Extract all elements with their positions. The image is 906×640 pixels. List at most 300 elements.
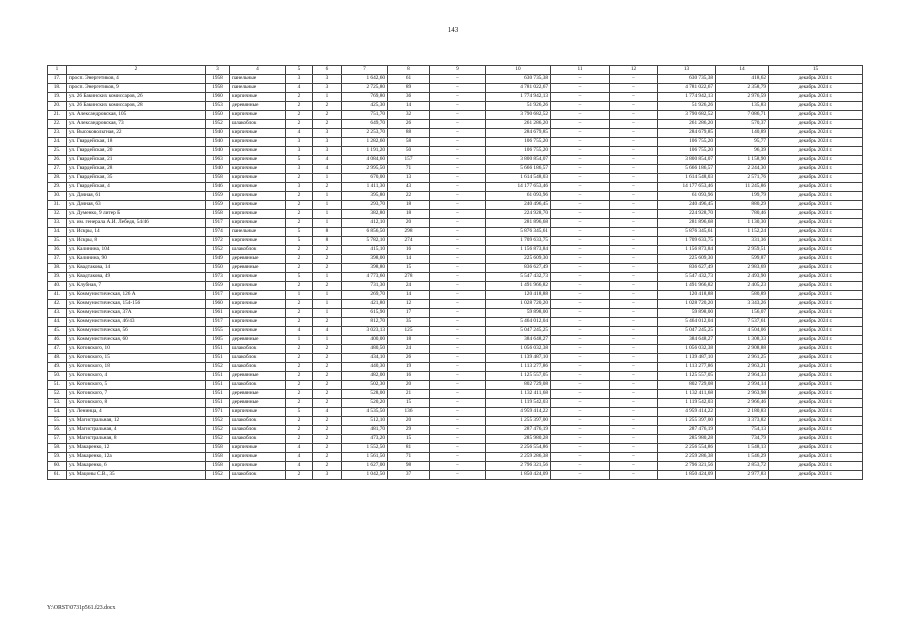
table-cell: 4 959 414,22 xyxy=(486,408,551,417)
table-cell: 331,36 xyxy=(716,237,769,246)
table-cell: декабрь 2024 г. xyxy=(769,75,863,84)
table-cell: 58. xyxy=(48,444,67,453)
table-cell: декабрь 2024 г. xyxy=(769,426,863,435)
table-cell: ул. Гвардейская, 4 xyxy=(67,183,206,192)
table-cell: 1953 xyxy=(206,102,230,111)
table-cell: 1952 xyxy=(206,120,230,129)
table-cell: 24 xyxy=(388,345,430,354)
table-cell: – xyxy=(551,75,610,84)
table-row xyxy=(48,93,863,102)
table-cell: 53. xyxy=(48,399,67,408)
table-cell: кирпичные xyxy=(230,444,286,453)
table-cell: 2 796 321,56 xyxy=(486,462,551,471)
table-cell: ул. Гвардейская, 21 xyxy=(67,156,206,165)
table-cell: – xyxy=(430,228,486,237)
table-cell: 415,10 xyxy=(342,246,388,255)
table-cell: 1973 xyxy=(206,273,230,282)
table-cell: 106 755,20 xyxy=(658,138,716,147)
table-cell: 2 xyxy=(286,300,313,309)
table-cell: – xyxy=(551,462,610,471)
table-cell: 18 xyxy=(388,336,430,345)
table-cell: 3 xyxy=(313,471,342,480)
table-cell: 240 496,45 xyxy=(658,201,716,210)
table-cell: декабрь 2024 г. xyxy=(769,210,863,219)
table-cell: 1 xyxy=(313,219,342,228)
table-cell: – xyxy=(430,426,486,435)
table-cell: 1 132 411,68 xyxy=(658,390,716,399)
table-cell: 400,00 xyxy=(342,336,388,345)
table-row xyxy=(48,156,863,165)
table-cell: декабрь 2024 г. xyxy=(769,246,863,255)
table-cell: деревянные xyxy=(230,264,286,273)
table-cell: 5 047 245,25 xyxy=(486,327,551,336)
table-cell: 2 xyxy=(313,399,342,408)
table-cell: 40. xyxy=(48,282,67,291)
table-cell: 4 xyxy=(286,327,313,336)
table-cell: шлакоблок xyxy=(230,354,286,363)
table-cell: ул. Высоковольтная, 22 xyxy=(67,129,206,138)
table-cell: 440,30 xyxy=(342,363,388,372)
table-cell: – xyxy=(430,336,486,345)
table-cell: 1 491 966,82 xyxy=(658,282,716,291)
table-cell: 836 627,49 xyxy=(658,264,716,273)
table-cell: 5 xyxy=(286,408,313,417)
table-cell: панельные xyxy=(230,228,286,237)
table-cell: деревянные xyxy=(230,390,286,399)
table-row xyxy=(48,318,863,327)
table-cell: ул. Калинина, 104 xyxy=(67,246,206,255)
table-cell: 25. xyxy=(48,147,67,156)
table-cell: 35 xyxy=(388,318,430,327)
table-cell: ул. им. генерала А.И. Лебедя, 54/46 xyxy=(67,219,206,228)
table-cell: 29. xyxy=(48,183,67,192)
table-cell: декабрь 2024 г. xyxy=(769,228,863,237)
table-cell: 2 xyxy=(286,102,313,111)
table-cell: 20 xyxy=(388,417,430,426)
table-cell: 2 xyxy=(313,246,342,255)
table-cell: 47. xyxy=(48,345,67,354)
table-cell: 1 125 557,05 xyxy=(658,372,716,381)
table-cell: 17 xyxy=(388,309,430,318)
table-cell: 57. xyxy=(48,435,67,444)
table-cell: 71 xyxy=(388,165,430,174)
table-cell: 2 959,51 xyxy=(716,246,769,255)
table-cell: – xyxy=(430,210,486,219)
table-cell: 98 xyxy=(388,462,430,471)
table-cell: ул. Квадтакова, 49 xyxy=(67,273,206,282)
table-cell: 1 028 720,20 xyxy=(486,300,551,309)
table-cell: – xyxy=(551,327,610,336)
table-cell: 1 119 542,03 xyxy=(486,399,551,408)
table-cell: 1 491 966,82 xyxy=(486,282,551,291)
table-cell: кирпичные xyxy=(230,327,286,336)
table-cell: ул. Котовского, 10 xyxy=(67,345,206,354)
table-cell: 1958 xyxy=(206,84,230,93)
table-cell: декабрь 2024 г. xyxy=(769,345,863,354)
table-cell: 4 535,50 xyxy=(342,408,388,417)
table-cell: 398,80 xyxy=(342,264,388,273)
table-cell: декабрь 2024 г. xyxy=(769,84,863,93)
table-cell: 36. xyxy=(48,246,67,255)
table-cell: – xyxy=(610,264,658,273)
table-cell: – xyxy=(551,111,610,120)
table-cell: – xyxy=(610,327,658,336)
table-cell: 106 755,20 xyxy=(486,138,551,147)
table-row xyxy=(48,201,863,210)
table-cell: – xyxy=(610,228,658,237)
table-cell: 1 308,33 xyxy=(716,336,769,345)
table-row xyxy=(48,273,863,282)
table-cell: 2 xyxy=(286,282,313,291)
table-cell: 1940 xyxy=(206,138,230,147)
table-cell: декабрь 2024 г. xyxy=(769,435,863,444)
table-cell: 16 xyxy=(388,372,430,381)
table-cell: – xyxy=(551,363,610,372)
table-cell: 56. xyxy=(48,426,67,435)
table-cell: – xyxy=(610,84,658,93)
table-cell: 140,89 xyxy=(716,129,769,138)
table-cell: 1 561,50 xyxy=(342,453,388,462)
table-cell: ул. Макаренко, 12а xyxy=(67,453,206,462)
table-cell: 52. xyxy=(48,390,67,399)
table-cell: кирпичные xyxy=(230,291,286,300)
table-cell: декабрь 2024 г. xyxy=(769,462,863,471)
table-cell: – xyxy=(430,102,486,111)
table-cell: – xyxy=(430,93,486,102)
table-cell: 19. xyxy=(48,93,67,102)
table-cell: 3 373,82 xyxy=(716,417,769,426)
table-cell: кирпичные xyxy=(230,300,286,309)
table-cell: – xyxy=(551,336,610,345)
table-cell: – xyxy=(551,309,610,318)
table-cell: кирпичные xyxy=(230,453,286,462)
table-cell: 2 xyxy=(286,111,313,120)
table-cell: 1 xyxy=(286,336,313,345)
table-cell: 4 xyxy=(286,444,313,453)
table-cell: 58 xyxy=(388,138,430,147)
table-cell: – xyxy=(430,174,486,183)
table-cell: – xyxy=(551,408,610,417)
table-cell: 1 548,13 xyxy=(716,444,769,453)
table-cell: ул. Гвардейская, 28 xyxy=(67,165,206,174)
table-row xyxy=(48,246,863,255)
table-cell: ул. Котовского, 15 xyxy=(67,354,206,363)
table-cell: 96,39 xyxy=(716,147,769,156)
table-cell: 1951 xyxy=(206,390,230,399)
table-cell: 61. xyxy=(48,471,67,480)
table-cell: 2 493,90 xyxy=(716,273,769,282)
table-cell: – xyxy=(551,255,610,264)
table-cell: 2 xyxy=(286,363,313,372)
table-cell: декабрь 2024 г. xyxy=(769,381,863,390)
table-cell: 1 xyxy=(313,192,342,201)
table-cell: 224 928,70 xyxy=(658,210,716,219)
table-cell: – xyxy=(610,111,658,120)
table-cell: 1 028 720,20 xyxy=(658,300,716,309)
column-number: 10 xyxy=(486,66,551,75)
table-cell: 17. xyxy=(48,75,67,84)
table-cell: 5 547 432,73 xyxy=(486,273,551,282)
table-cell: 836 627,49 xyxy=(486,264,551,273)
table-cell: 1 xyxy=(313,174,342,183)
table-cell: 1 850 424,09 xyxy=(658,471,716,480)
table-cell: 46. xyxy=(48,336,67,345)
table-cell: – xyxy=(610,300,658,309)
table-cell: 1 139 487,10 xyxy=(486,354,551,363)
table-cell: 2 966,46 xyxy=(716,399,769,408)
table-cell: – xyxy=(610,147,658,156)
table-cell: 14 xyxy=(388,255,430,264)
table-cell: – xyxy=(430,246,486,255)
table-cell: 2 xyxy=(286,372,313,381)
table-cell: 1 xyxy=(313,210,342,219)
table-cell: 287 476,19 xyxy=(486,426,551,435)
table-cell: 2 xyxy=(286,264,313,273)
table-cell: 1 113 277,86 xyxy=(658,363,716,372)
table-cell: ул. Котовского, 7 xyxy=(67,390,206,399)
table-cell: 1974 xyxy=(206,228,230,237)
table-cell: декабрь 2024 г. xyxy=(769,120,863,129)
table-cell: 528,00 xyxy=(342,390,388,399)
table-cell: 5 666 186,57 xyxy=(658,165,716,174)
table-row xyxy=(48,147,863,156)
table-row xyxy=(48,327,863,336)
table-cell: ул. Котовского, 4 xyxy=(67,372,206,381)
column-number: 2 xyxy=(67,66,206,75)
table-cell: декабрь 2024 г. xyxy=(769,165,863,174)
table-cell: 59. xyxy=(48,453,67,462)
table-cell: 5 xyxy=(286,228,313,237)
table-cell: 1952 xyxy=(206,471,230,480)
table-cell: 395,80 xyxy=(342,192,388,201)
table-cell: 2 964,33 xyxy=(716,372,769,381)
table-cell: 1971 xyxy=(206,408,230,417)
table-cell: 2 xyxy=(313,282,342,291)
table-cell: 26 xyxy=(388,354,430,363)
table-cell: декабрь 2024 г. xyxy=(769,300,863,309)
table-cell: 28. xyxy=(48,174,67,183)
table-cell: 106 755,20 xyxy=(486,147,551,156)
table-cell: декабрь 2024 г. xyxy=(769,309,863,318)
table-cell: 19 xyxy=(388,363,430,372)
table-cell: – xyxy=(610,174,658,183)
table-cell: 16 xyxy=(388,246,430,255)
table-cell: – xyxy=(430,111,486,120)
table-cell: 580,89 xyxy=(716,291,769,300)
table-row xyxy=(48,237,863,246)
table-cell: – xyxy=(610,399,658,408)
table-cell: 1946 xyxy=(206,183,230,192)
table-cell: 45. xyxy=(48,327,67,336)
table-cell: 20 xyxy=(388,219,430,228)
table-row xyxy=(48,426,863,435)
table-cell: декабрь 2024 г. xyxy=(769,273,863,282)
table-cell: 43 xyxy=(388,183,430,192)
table-cell: 734,79 xyxy=(716,435,769,444)
table-cell: декабрь 2024 г. xyxy=(769,93,863,102)
table-cell: деревянные xyxy=(230,102,286,111)
table-cell: – xyxy=(430,444,486,453)
table-cell: кирпичные xyxy=(230,93,286,102)
table-cell: 1951 xyxy=(206,345,230,354)
table-cell: 1917 xyxy=(206,318,230,327)
table-cell: 1958 xyxy=(206,174,230,183)
table-cell: 4 xyxy=(313,408,342,417)
table-cell: 4 xyxy=(313,156,342,165)
table-cell: 1 xyxy=(313,291,342,300)
table-cell: кирпичные xyxy=(230,237,286,246)
table-row xyxy=(48,228,863,237)
table-cell: 5 876 345,61 xyxy=(658,228,716,237)
table-cell: декабрь 2024 г. xyxy=(769,336,863,345)
table-cell: – xyxy=(610,462,658,471)
table-cell: кирпичные xyxy=(230,165,286,174)
table-cell: – xyxy=(551,435,610,444)
table-cell: – xyxy=(610,237,658,246)
table-cell: 382,80 xyxy=(342,210,388,219)
table-row xyxy=(48,120,863,129)
table-cell: – xyxy=(610,120,658,129)
table-cell: 670,00 xyxy=(342,174,388,183)
table-cell: 4 xyxy=(313,165,342,174)
table-cell: 261 286,20 xyxy=(658,120,716,129)
table-cell: 3 790 682,52 xyxy=(658,111,716,120)
table-cell: 1958 xyxy=(206,462,230,471)
table-cell: декабрь 2024 г. xyxy=(769,471,863,480)
table-cell: 8 xyxy=(313,237,342,246)
table-cell: 6 856,50 xyxy=(342,228,388,237)
table-cell: 2 253,70 xyxy=(342,129,388,138)
table-cell: 3 xyxy=(313,84,342,93)
table-cell: – xyxy=(610,201,658,210)
table-cell: ул. Ленинца, 4 xyxy=(67,408,206,417)
table-cell: 2 256 554,86 xyxy=(486,444,551,453)
table-cell: 512,10 xyxy=(342,417,388,426)
table-cell: 51. xyxy=(48,381,67,390)
table-cell: 731,30 xyxy=(342,282,388,291)
table-cell: 751,70 xyxy=(342,111,388,120)
table-cell: 18 xyxy=(388,201,430,210)
table-cell: – xyxy=(551,372,610,381)
header-row xyxy=(48,66,863,75)
table-cell: 71 xyxy=(388,453,430,462)
table-cell: 481,70 xyxy=(342,426,388,435)
table-cell: 4 504,06 xyxy=(716,327,769,336)
table-cell: 199,79 xyxy=(716,192,769,201)
table-cell: – xyxy=(551,345,610,354)
table-cell: – xyxy=(551,129,610,138)
table-cell: – xyxy=(430,453,486,462)
table-cell: – xyxy=(430,417,486,426)
table-cell: 3 800 854,07 xyxy=(486,156,551,165)
table-cell: 2 xyxy=(313,354,342,363)
table-row xyxy=(48,309,863,318)
table-cell: декабрь 2024 г. xyxy=(769,318,863,327)
table-cell: 630 735,38 xyxy=(658,75,716,84)
table-cell: 2 xyxy=(286,192,313,201)
table-cell: 51 926,26 xyxy=(486,102,551,111)
table-cell: 224 928,70 xyxy=(486,210,551,219)
table-cell: 1961 xyxy=(206,309,230,318)
table-cell: 21. xyxy=(48,111,67,120)
table-cell: 2 xyxy=(313,318,342,327)
table-cell: декабрь 2024 г. xyxy=(769,372,863,381)
table-cell: 780,46 xyxy=(716,210,769,219)
table-cell: 2 xyxy=(313,435,342,444)
table-cell: 5 047 245,25 xyxy=(658,327,716,336)
table-cell: – xyxy=(551,417,610,426)
table-cell: 15 xyxy=(388,264,430,273)
table-cell: – xyxy=(430,183,486,192)
table-cell: 473,20 xyxy=(342,435,388,444)
table-cell: ул. Гвардейская, 20 xyxy=(67,147,206,156)
table-cell: панельные xyxy=(230,84,286,93)
column-number: 6 xyxy=(313,66,342,75)
table-cell: декабрь 2024 г. xyxy=(769,237,863,246)
table-cell: кирпичные xyxy=(230,201,286,210)
table-cell: 1 056 032,38 xyxy=(486,345,551,354)
table-cell: 3 343,26 xyxy=(716,300,769,309)
table-cell: ул. Дачная, 63 xyxy=(67,201,206,210)
table-cell: – xyxy=(551,453,610,462)
table-cell: 50 xyxy=(388,147,430,156)
table-cell: ул. Магистральная, 4 xyxy=(67,426,206,435)
table-cell: 3 xyxy=(313,129,342,138)
table-cell: 2 xyxy=(286,381,313,390)
table-cell: 1940 xyxy=(206,147,230,156)
table-cell: 2 xyxy=(313,255,342,264)
table-cell: 7 086,71 xyxy=(716,111,769,120)
table-cell: шлакоблок xyxy=(230,363,286,372)
table-cell: – xyxy=(430,138,486,147)
table-cell: – xyxy=(610,93,658,102)
table-cell: 1952 xyxy=(206,435,230,444)
table-row xyxy=(48,300,863,309)
table-cell: ул. Коммунистическая, 37А xyxy=(67,309,206,318)
table-cell: – xyxy=(430,237,486,246)
table-cell: 4 773,60 xyxy=(342,273,388,282)
table-cell: – xyxy=(551,318,610,327)
table-cell: 5 464 012,04 xyxy=(486,318,551,327)
table-row xyxy=(48,219,863,228)
table-cell: шлакоблок xyxy=(230,381,286,390)
table-cell: 2 994,14 xyxy=(716,381,769,390)
table-cell: – xyxy=(551,273,610,282)
table-cell: 520,20 xyxy=(342,399,388,408)
table-cell: декабрь 2024 г. xyxy=(769,138,863,147)
table-cell: 15 xyxy=(388,435,430,444)
table-cell: – xyxy=(430,156,486,165)
table-cell: – xyxy=(430,291,486,300)
table-cell: 269,70 xyxy=(342,291,388,300)
table-cell: 1972 xyxy=(206,237,230,246)
table-cell: кирпичные xyxy=(230,282,286,291)
table-cell: – xyxy=(551,291,610,300)
table-cell: 55. xyxy=(48,417,67,426)
table-cell: 3 xyxy=(286,165,313,174)
table-cell: – xyxy=(551,192,610,201)
table-cell: ул. Думенко, 9 литер Б xyxy=(67,210,206,219)
table-cell: 156,07 xyxy=(716,309,769,318)
table-cell: – xyxy=(551,300,610,309)
table-cell: 26. xyxy=(48,156,67,165)
table-cell: – xyxy=(551,237,610,246)
table-cell: 599,87 xyxy=(716,255,769,264)
table-cell: 2 977,83 xyxy=(716,471,769,480)
table-cell: ул. Коммунистическая, 60 xyxy=(67,336,206,345)
table-cell: – xyxy=(551,156,610,165)
table-cell: 2 xyxy=(286,210,313,219)
